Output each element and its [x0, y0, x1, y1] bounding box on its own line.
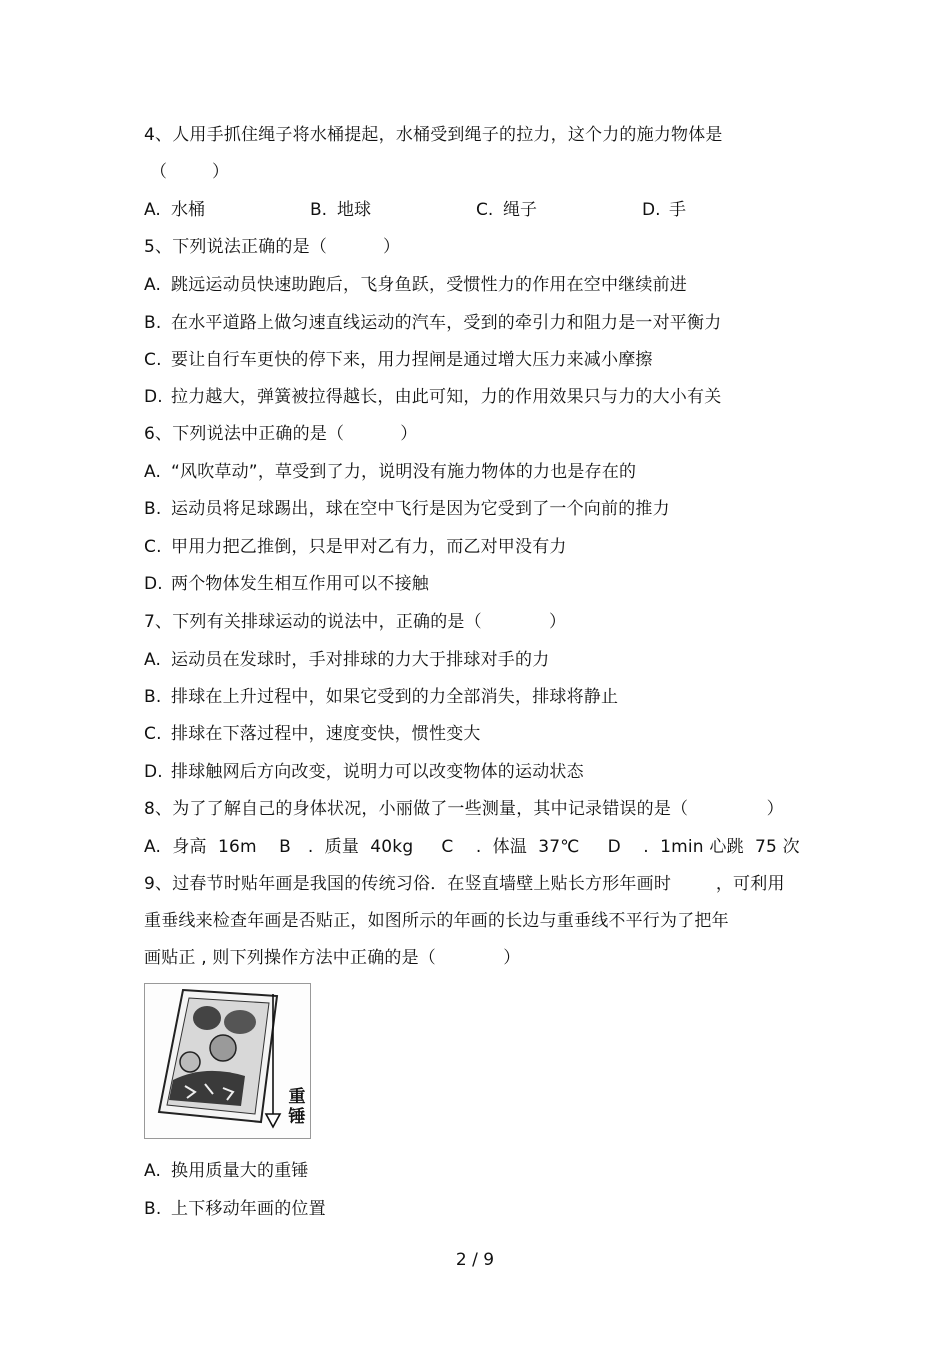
q5-option-c: C. 要让自行车更快的停下来，用力捏闸是通过增大压力来减小摩擦 — [144, 350, 653, 370]
painting-ornament — [224, 1010, 256, 1034]
q6-option-d: D. 两个物体发生相互作用可以不接触 — [144, 574, 429, 594]
q8-options: A. 身高 16m B . 质量 40kg C . 体温 37℃ D . 1min 心跳 75 次 — [144, 837, 800, 857]
q5-option-a: A. 跳远运动员快速助跑后，飞身鱼跃，受惯性力的作用在空中继续前进 — [144, 275, 687, 295]
new-year-painting-figure — [144, 983, 311, 1139]
q7-option-b: B. 排球在上升过程中，如果它受到的力全部消失，排球将静止 — [144, 687, 619, 707]
q7-option-d: D. 排球触网后方向改变，说明力可以改变物体的运动状态 — [144, 762, 584, 782]
q7-stem: 7、下列有关排球运动的说法中，正确的是（ ） — [144, 612, 567, 632]
q6-stem: 6、下列说法中正确的是（ ） — [144, 424, 418, 444]
q5-option-d: D. 拉力越大，弹簧被拉得越长，由此可知，力的作用效果只与力的大小有关 — [144, 387, 722, 407]
q4-option-a: A. 水桶 — [144, 200, 205, 220]
page-number: 2 / 9 — [455, 1250, 495, 1270]
plumb-bob — [266, 1114, 280, 1127]
q9-stem-line2: 重垂线来检查年画是否贴正，如图所示的年画的长边与重垂线不平行为了把年 — [144, 911, 729, 931]
q9-stem-line1: 9、过春节时贴年画是我国的传统习俗．在竖直墙壁上贴长方形年画时 ，可利用 — [144, 874, 785, 894]
q7-option-c: C. 排球在下落过程中，速度变快，惯性变大 — [144, 724, 481, 744]
q9-stem-line3: 画贴正 , 则下列操作方法中正确的是（ ） — [144, 948, 521, 968]
q4-option-d: D. 手 — [642, 200, 686, 220]
q4-stem: 4、人用手抓住绳子将水桶提起，水桶受到绳子的拉力，这个力的施力物体是 — [144, 125, 723, 145]
q6-option-c: C. 甲用力把乙推倒，只是甲对乙有力，而乙对甲没有力 — [144, 537, 567, 557]
painting-ornament — [193, 1006, 221, 1030]
q6-option-a: A. “风吹草动”，草受到了力，说明没有施力物体的力也是存在的 — [144, 462, 637, 482]
q4-option-c: C. 绳子 — [476, 200, 537, 220]
painting-face — [210, 1035, 236, 1061]
q4-answer-paren: （ ） — [150, 162, 230, 182]
q8-stem: 8、为了了解自己的身体状况，小丽做了一些测量，其中记录错误的是（ ） — [144, 799, 784, 819]
q5-stem: 5、下列说法正确的是（ ） — [144, 237, 401, 257]
q6-option-b: B. 运动员将足球踢出，球在空中飞行是因为它受到了一个向前的推力 — [144, 499, 670, 519]
painting-face — [180, 1052, 200, 1072]
q9-option-a: A. 换用质量大的重锤 — [144, 1161, 309, 1181]
q9-option-b: B. 上下移动年画的位置 — [144, 1199, 326, 1219]
plumb-bob-label: 重锤 — [288, 1087, 306, 1127]
q7-option-a: A. 运动员在发球时，手对排球的力大于排球对手的力 — [144, 650, 550, 670]
q5-option-b: B. 在水平道路上做匀速直线运动的汽车，受到的牵引力和阻力是一对平衡力 — [144, 313, 722, 333]
q4-option-b: B. 地球 — [310, 200, 371, 220]
